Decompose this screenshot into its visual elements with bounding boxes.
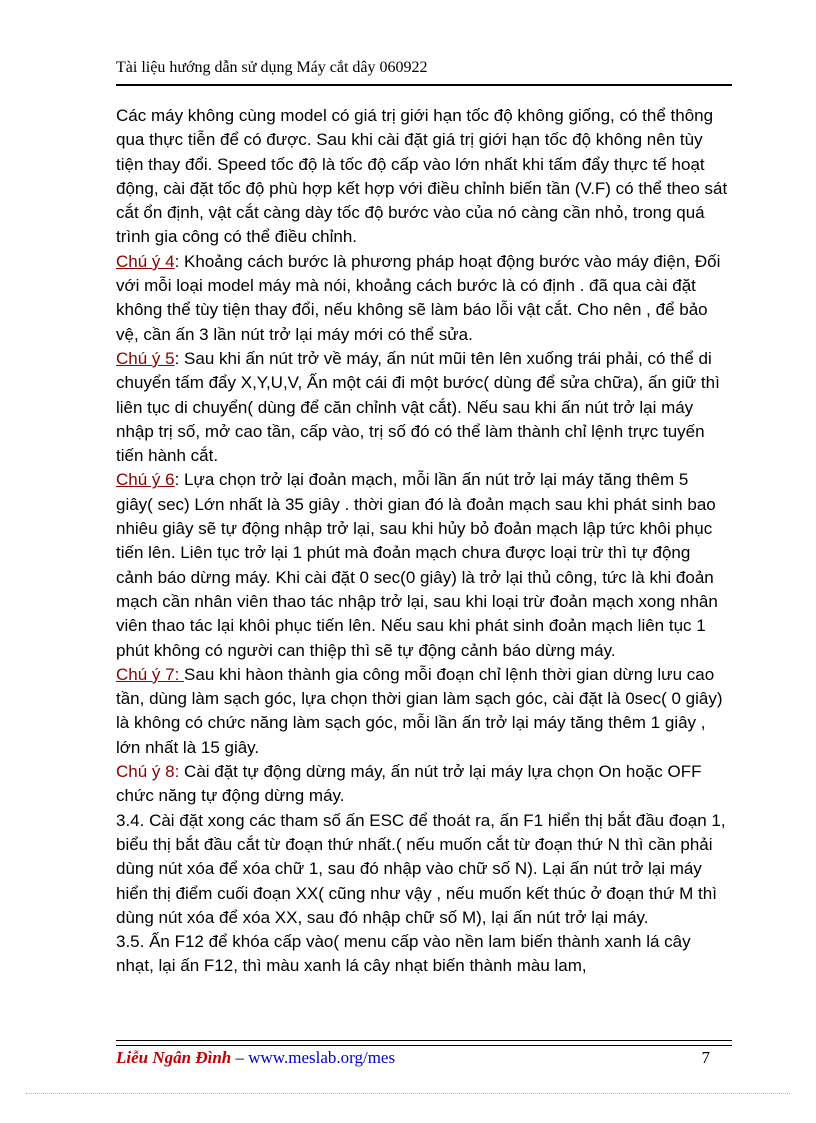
paragraph-text: Sau khi hàon thành gia công mỗi đoạn chỉ lệnh thời gian dừng lưu cao tần, dùng làm sạch góc, lựa chọn thời gian làm sạch góc, cài đặt là 0sec( 0 giây) là không có chức năng làm sạch góc, mỗi lần ấn trở lại máy tăng thêm 1 giây , lớn nhất là 15 giây. — [116, 664, 723, 757]
paragraph-section-3-5 — [116, 930, 728, 979]
page-header — [116, 58, 732, 86]
header-title: Tài liệu hướng dẫn sử dụng Máy cắt dây 060922 — [116, 59, 428, 76]
footer-divider — [116, 1040, 732, 1046]
page-number: 7 — [701, 1048, 710, 1067]
note-label: Chú ý 4 — [116, 251, 175, 271]
paragraph-note-8 — [116, 760, 728, 809]
footer-separator: – — [231, 1048, 249, 1067]
note-label: Chú ý 6 — [116, 470, 175, 490]
paragraph-text: Cài đặt tự động dừng máy, ấn nút trở lại máy lựa chọn On hoặc OFF chức năng tự động dừng máy. — [116, 762, 702, 806]
page-footer — [116, 1047, 710, 1071]
note-label: Chú ý 8: — [116, 762, 180, 782]
paragraph-note-4 — [116, 250, 728, 347]
paragraph-text: : Sau khi ấn nút trở về máy, ấn nút mũi tên lên xuống trái phải, có thể di chuyển tấm đẩy X,Y,U,V, Ấn một cái đi một bước( dùng để sửa chữa), ấn giữ thì liên tục di chuyển( dùng để căn chỉnh vật cắt). Nếu sau khi ấn nút trở lại máy nhập trị số, mở cao tần, cấp vào, trị số đó có thể làm thành chỉ lệnh trực tuyến tiến hành cắt. — [116, 348, 720, 466]
page-bottom-dotted-line — [26, 1093, 790, 1094]
footer-website: www.meslab.org/mes — [248, 1048, 396, 1067]
note-label: Chú ý 7: — [116, 664, 185, 684]
paragraph-text: : Lựa chọn trở lại đoản mạch, mỗi lần ấn nút trở lại máy tăng thêm 5 giây( sec) Lớn nhất là 35 giây . thời gian đó là đoản mạch sau khi phát sinh bao nhiêu giây sẽ tự động nhập trở lại, sau khi hủy bỏ đoản mạch lập tức khôi phục tiến lên. Liên tục trở lại 1 phút mà đoản mạch chưa được loại trừ thì tự động cảnh báo dừng máy. Khi cài đặt 0 sec(0 giây) là trở lại thủ công, tức là khi đoản mạch cần nhân viên thao tác nhập trở lại, sau khi loại trừ đoản mạch xong nhân viên thao tác lại khôi phục tiến lên. Nếu sau khi phát sinh đoản mạch liên tục 1 phút không có người can thiệp thì sẽ tự động cảnh báo dừng máy. — [116, 470, 718, 660]
paragraph-text: : Khoảng cách bước là phương pháp hoạt động bước vào máy điện, Đối với mỗi loại model máy mà nói, khoảng cách bước là có định . đã qua cài đặt không thể tùy tiện thay đổi, nếu không sẽ làm báo lỗi vật cắt. Cho nên , để bảo vệ, cần ấn 3 lần nút trở lại máy mới có thể sửa. — [116, 251, 721, 344]
paragraph-text: Các máy không cùng model có giá trị giới hạn tốc độ không giống, có thể thông qua thực tiễn để có được. Sau khi cài đặt giá trị giới hạn tốc độ không nên tùy tiện thay đổi. Speed tốc độ là tốc độ cấp vào lớn nhất khi tấm đẩy thực tế hoạt động, cài đặt tốc độ phù hợp kết hợp với điều chỉnh biến tần (V.F) có thể theo sát cắt ổn định, vật cắt càng dày tốc độ bước vào của nó càng cần nhỏ, trong quá trình gia công có thể điều chỉnh. — [116, 106, 728, 247]
paragraph-text: 3.4. Cài đặt xong các tham số ấn ESC để thoát ra, ấn F1 hiển thị bắt đầu đoạn 1, biểu thị bắt đầu cắt từ đoạn thứ nhất.( nếu muốn cắt từ đoạn thứ N thì cần phải dùng nút xóa để xóa chữ 1, sau đó nhập vào chữ số N). Lại ấn nút trở lại máy hiển thị điểm cuối đoạn XX( cũng như vậy , nếu muốn kết thúc ở đoạn thứ M thì dùng nút xóa để xóa XX, sau đó nhập chữ số M), lại ấn nút trở lại máy. — [116, 810, 726, 927]
document-body — [116, 104, 728, 979]
paragraph-note-6 — [116, 468, 728, 662]
paragraph-note-7 — [116, 663, 728, 760]
footer-author: Liễu Ngân Đình — [116, 1048, 232, 1067]
paragraph-note-5 — [116, 347, 728, 468]
paragraph-text: 3.5. Ấn F12 để khóa cấp vào( menu cấp vào nền lam biến thành xanh lá cây nhạt, lại ấn F12, thì màu xanh lá cây nhạt biến thành màu lam, — [116, 932, 691, 976]
paragraph-section-3-4 — [116, 809, 728, 930]
paragraph-speed — [116, 104, 728, 250]
note-label: Chú ý 5 — [116, 348, 175, 368]
